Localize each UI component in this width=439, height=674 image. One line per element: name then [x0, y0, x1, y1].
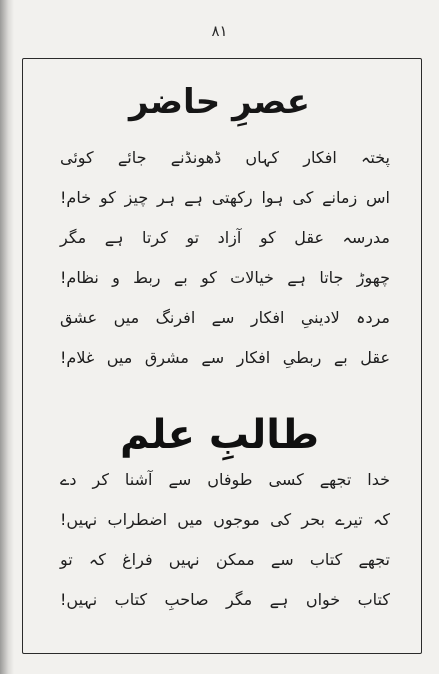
section-title-asr-e-hazir: عصرِ حاضر	[129, 82, 310, 122]
verse-line: مردہ لادینیِ افکار سے افرنگ میں عشق	[60, 308, 390, 327]
page-number: ۸۱	[211, 22, 228, 40]
verse-line: اس زمانے کی ہوا رکھتی ہے ہر چیز کو خام!	[60, 188, 390, 207]
verse-line: مدرسہ عقل کو آزاد تو کرتا ہے مگر	[60, 228, 390, 247]
section-title-talib-e-ilm: طالبِ علم	[119, 412, 319, 458]
verse-line: چھوڑ جاتا ہے خیالات کو بے ربط و نظام!	[60, 268, 390, 287]
verse-line: خدا تجھے کسی طوفاں سے آشنا کر دے	[60, 470, 390, 489]
verse-line: کتاب خواں ہے مگر صاحبِ کتاب نہیں!	[60, 590, 390, 609]
verse-line: تجھے کتاب سے ممکن نہیں فراغ کہ تو	[60, 550, 390, 569]
verse-line: عقل بے ربطیِ افکار سے مشرق میں غلام!	[60, 348, 390, 367]
verse-line: پختہ افکار کہاں ڈھونڈنے جائے کوئی	[60, 148, 390, 167]
verse-line: کہ تیرے بحر کی موجوں میں اضطراب نہیں!	[60, 510, 390, 529]
